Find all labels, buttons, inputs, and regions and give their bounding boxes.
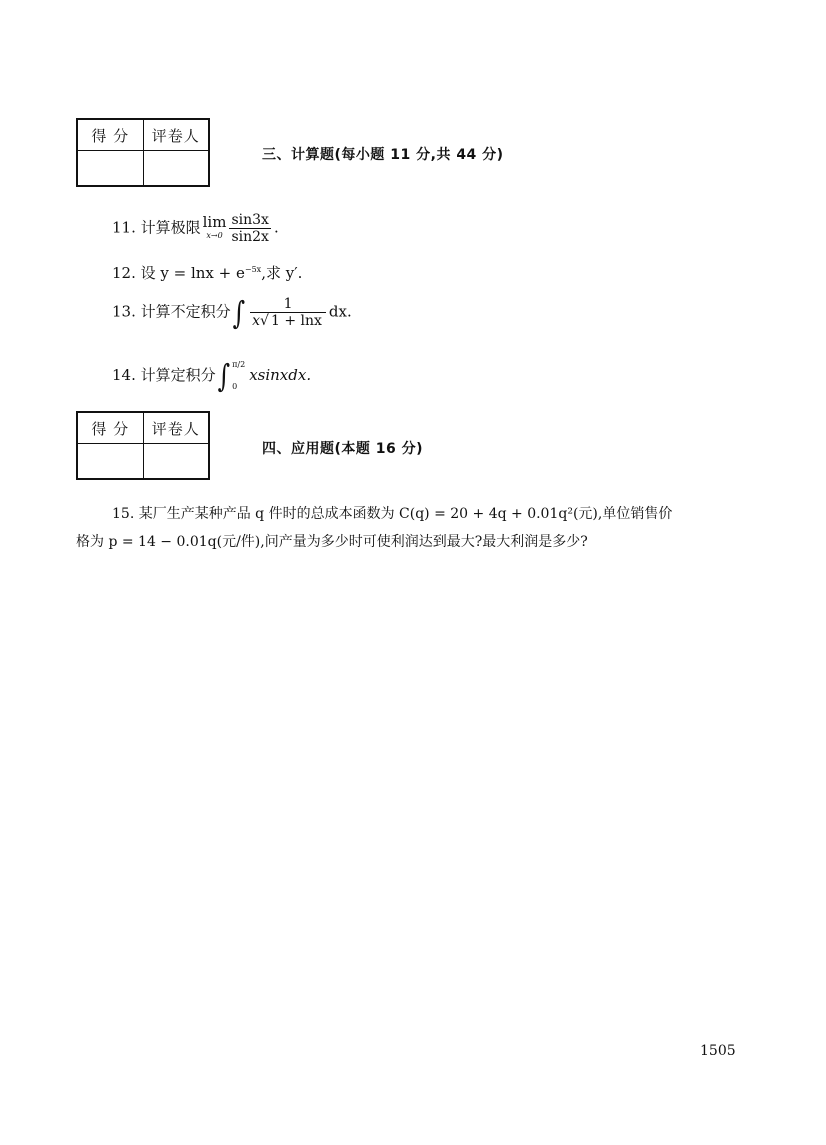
q13-suffix: dx.: [328, 302, 352, 321]
question-15: [76, 500, 756, 556]
q15-line1: 15. 某厂生产某种产品 q 件时的总成本函数为 C(q) = 20 + 4q + 0.01q²(元),单位销售价: [112, 506, 673, 522]
grader-label: 评卷人: [143, 412, 209, 444]
section3-title: 三、计算题(每小题 11 分,共 44 分): [262, 147, 504, 163]
q11-prefix: 11. 计算极限: [112, 218, 201, 237]
section4-title: 四、应用题(本题 16 分): [262, 441, 424, 457]
lim-sub: x→0: [206, 230, 223, 240]
score-table-section4: [76, 411, 210, 480]
q12-tail: ,求 y′.: [261, 264, 303, 282]
question-14: [112, 354, 311, 398]
page-number: 1505: [700, 1043, 736, 1059]
q11-numerator: sin3x: [231, 212, 269, 228]
q11-denominator: sin2x: [231, 229, 269, 245]
q12-text: 12. 设 y = lnx + e: [112, 264, 245, 282]
upper-bound: π/2: [232, 360, 246, 369]
grader-label: 评卷人: [143, 119, 209, 151]
score-cell[interactable]: [77, 151, 143, 187]
score-label: 得 分: [77, 412, 143, 444]
q11-lim: [202, 212, 227, 243]
lower-bound: 0: [232, 382, 238, 391]
lim-text: lim: [202, 212, 227, 231]
integral-sign: ∫: [217, 357, 231, 395]
q13-denominator: x√ 1 + lnx: [252, 313, 322, 329]
score-cell[interactable]: [77, 444, 143, 480]
grader-cell[interactable]: [143, 151, 209, 187]
q12-exponent: −5x: [244, 265, 262, 274]
q14-bounds: [232, 354, 245, 398]
question-13: [112, 296, 352, 329]
question-12: [112, 262, 302, 283]
q13-sqrt: 1 + lnx: [270, 313, 322, 329]
q13-prefix: 13. 计算不定积分: [112, 302, 231, 321]
q13-den-x: x: [252, 313, 261, 329]
grader-cell[interactable]: [143, 444, 209, 480]
q11-suffix: .: [273, 218, 279, 237]
q14-body: xsinxdx.: [249, 366, 312, 384]
q15-line2: 格为 p = 14 − 0.01q(元/件),问产量为多少时可使利润达到最大?最大利润是多少?: [76, 534, 588, 550]
score-table-section3: [76, 118, 210, 187]
score-label: 得 分: [77, 119, 143, 151]
q14-prefix: 14. 计算定积分: [112, 366, 216, 384]
question-11: [112, 212, 279, 245]
q13-numerator: 1: [250, 296, 326, 313]
q11-fraction: [229, 212, 270, 245]
integral-sign: ∫: [232, 294, 246, 331]
q13-fraction: [250, 296, 326, 329]
